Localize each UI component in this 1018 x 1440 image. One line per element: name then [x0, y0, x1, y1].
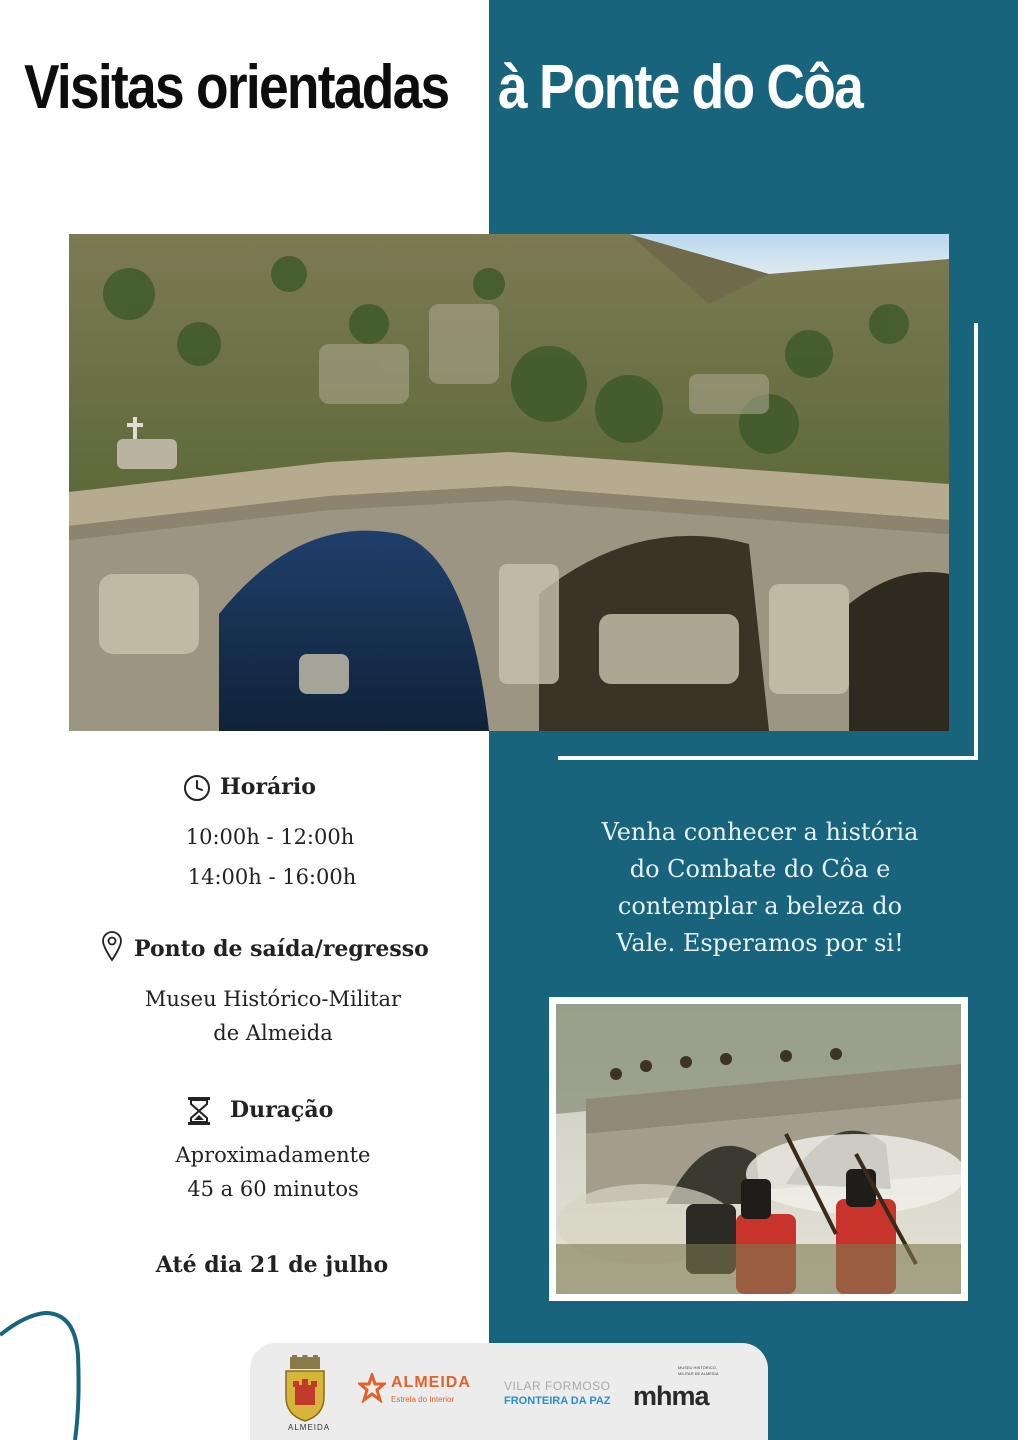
mhma-small-caption: MUSEU HISTÓRICO-MILITAR DE ALMEIDA: [678, 1365, 719, 1376]
almeida-tagline: Estrela do Interior: [391, 1395, 455, 1404]
almeida-crest-label: ALMEIDA: [288, 1423, 331, 1432]
decorative-curve: [0, 1305, 90, 1440]
title-part-2: à Ponte do Côa: [498, 53, 863, 122]
promo-line: contemplar a beleza do: [617, 892, 903, 920]
battle-painting: [549, 997, 968, 1301]
duration-line: Aproximadamente: [175, 1143, 371, 1167]
promo-text: [560, 814, 960, 962]
almeida-brand-name: ALMEIDA: [391, 1374, 471, 1391]
schedule-slot: 10:00h - 12:00h: [185, 825, 355, 849]
almeida-star-logo: [358, 1373, 386, 1403]
departure-line: de Almeida: [213, 1021, 333, 1045]
location-pin-icon: [101, 930, 123, 962]
departure-heading: Ponto de saída/regresso: [134, 936, 429, 962]
duration-heading: Duração: [230, 1097, 334, 1123]
promo-line: do Combate do Côa e: [629, 855, 891, 883]
schedule-slot: 14:00h - 16:00h: [187, 865, 357, 889]
sponsor-logo-bar: [250, 1343, 768, 1440]
duration-line: 45 a 60 minutos: [187, 1177, 359, 1201]
schedule-heading: Horário: [220, 774, 316, 800]
title-part-1: Visitas orientadas: [24, 53, 449, 122]
vilar-formoso-line2: FRONTEIRA DA PAZ: [504, 1395, 611, 1407]
hourglass-icon: [186, 1096, 212, 1126]
photo-frame-line-vertical: [974, 323, 978, 760]
departure-line: Museu Histórico-Militar: [144, 987, 402, 1011]
promo-line: Venha conhecer a história: [601, 818, 919, 846]
bridge-photo: [69, 234, 949, 731]
mhma-logo: mhma: [633, 1381, 709, 1411]
deadline-text: Até dia 21 de julho: [155, 1252, 389, 1278]
clock-icon: [183, 774, 211, 802]
photo-frame-line-horizontal: [558, 756, 978, 760]
promo-line: Vale. Esperamos por si!: [616, 929, 904, 957]
vilar-formoso-line1: VILAR FORMOSO: [504, 1379, 611, 1393]
almeida-crest-logo: [280, 1355, 330, 1433]
